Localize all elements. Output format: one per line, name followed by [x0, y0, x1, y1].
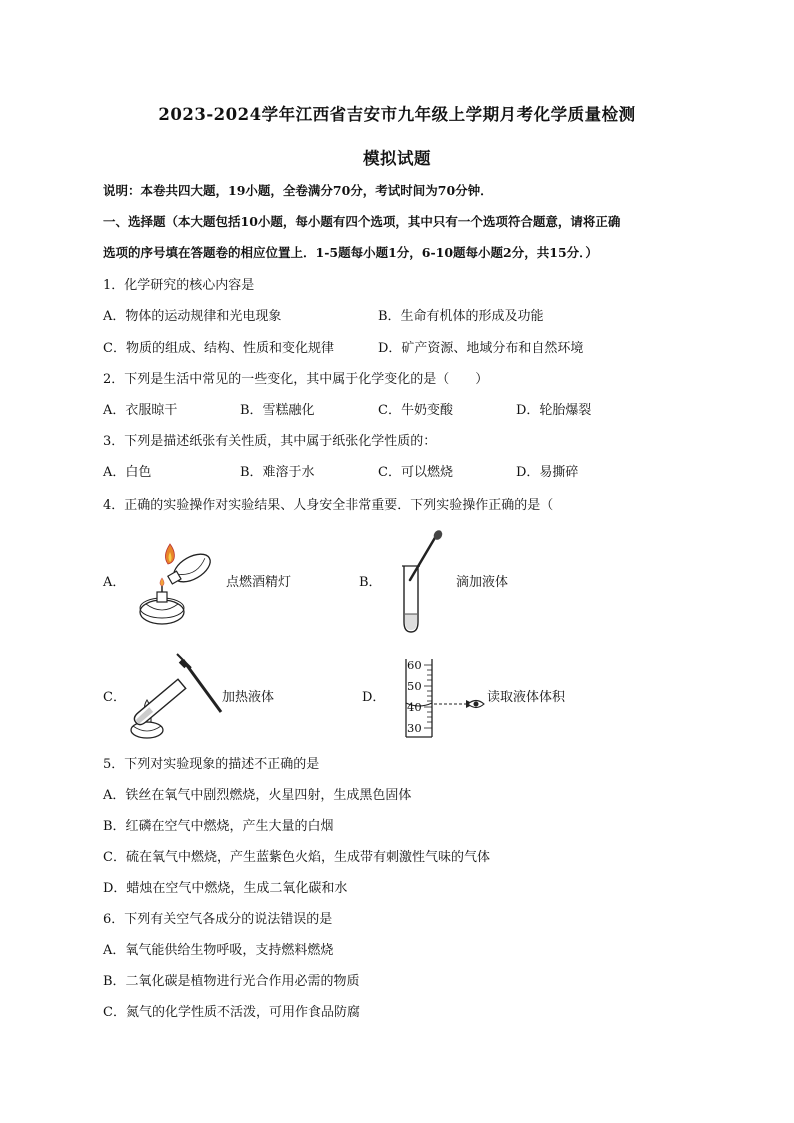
question-2-option-b: B．雪糕融化	[240, 403, 315, 418]
question-1-option-d: D．矿产资源、地域分布和自然环境	[378, 341, 584, 356]
question-3-option-c: C．可以燃烧	[378, 465, 453, 480]
question-2-option-d: D．轮胎爆裂	[516, 403, 592, 418]
section-header-line2: 选项的序号填在答题卷的相应位置上．1-5题每小题1分，6-10题每小题2分，共15分．）	[103, 245, 598, 260]
page-subtitle: 模拟试题	[363, 149, 431, 168]
question-1-option-a: A．物体的运动规律和光电现象	[103, 309, 282, 324]
question-2-stem: 2．下列是生活中常见的一些变化，其中属于化学变化的是（ ）	[103, 372, 489, 387]
dropper-test-tube-icon	[396, 530, 446, 636]
question-6-option-b: B．二氧化碳是植物进行光合作用必需的物质	[103, 974, 360, 989]
exam-note: 说明：本卷共四大题，19小题，全卷满分70分，考试时间为70分钟．	[103, 183, 493, 198]
question-5-option-c: C．硫在氧气中燃烧，产生蓝紫色火焰，生成带有刺激性气味的气体	[103, 850, 490, 865]
question-4-option-b-caption: 滴加液体	[456, 575, 509, 590]
section-header-line1: 一、选择题（本大题包括10小题，每小题有四个选项，其中只有一个选项符合题意，请将正确	[103, 214, 621, 229]
question-1-stem: 1．化学研究的核心内容是	[103, 278, 255, 293]
question-2-option-a: A．衣服晾干	[103, 403, 178, 418]
question-4-option-a-letter: A．	[103, 575, 126, 590]
question-4-stem: 4．正确的实验操作对实验结果、人身安全非常重要．下列实验操作正确的是（	[103, 498, 554, 513]
question-4-option-c-letter: C．	[103, 690, 126, 705]
question-4-option-c-caption: 加热液体	[222, 690, 275, 705]
question-4-option-a-caption: 点燃酒精灯	[226, 575, 292, 590]
cylinder-scale-label-30: 30	[407, 721, 422, 735]
question-3-stem: 3．下列是描述纸张有关性质，其中属于纸张化学性质的：	[103, 434, 437, 449]
question-3-option-a: A．白色	[103, 465, 152, 480]
question-5-option-d: D．蜡烛在空气中燃烧，生成二氧化碳和水	[103, 881, 348, 896]
question-1-option-c: C．物质的组成、结构、性质和变化规律	[103, 341, 334, 356]
question-3-option-b: B．难溶于水	[240, 465, 315, 480]
question-4-option-d-letter: D．	[362, 690, 386, 705]
question-5-option-b: B．红磷在空气中燃烧，产生大量的白烟	[103, 819, 334, 834]
page-title: 2023-2024学年江西省吉安市九年级上学期月考化学质量检测	[158, 105, 636, 124]
question-1-option-b: B．生命有机体的形成及功能	[378, 309, 544, 324]
question-6-option-c: C．氮气的化学性质不活泼，可用作食品防腐	[103, 1005, 360, 1020]
cylinder-scale-label-40: 40	[407, 700, 422, 714]
question-5-option-a: A．铁丝在氧气中剧烈燃烧，火星四射，生成黑色固体	[103, 788, 412, 803]
question-2-option-c: C．牛奶变酸	[378, 403, 453, 418]
question-4-option-b-letter: B．	[359, 575, 382, 590]
alcohol-lamp-lighting-icon	[132, 538, 222, 628]
question-5-stem: 5．下列对实验现象的描述不正确的是	[103, 757, 320, 772]
question-6-stem: 6．下列有关空气各成分的说法错误的是	[103, 912, 333, 927]
heating-test-tube-icon	[125, 648, 225, 742]
question-6-option-a: A．氧气能供给生物呼吸，支持燃料燃烧	[103, 943, 334, 958]
question-3-option-d: D．易撕碎	[516, 465, 579, 480]
cylinder-scale-label-50: 50	[407, 679, 422, 693]
question-4-option-d-caption: 读取液体体积	[487, 690, 566, 705]
cylinder-scale-label-60: 60	[407, 658, 422, 672]
